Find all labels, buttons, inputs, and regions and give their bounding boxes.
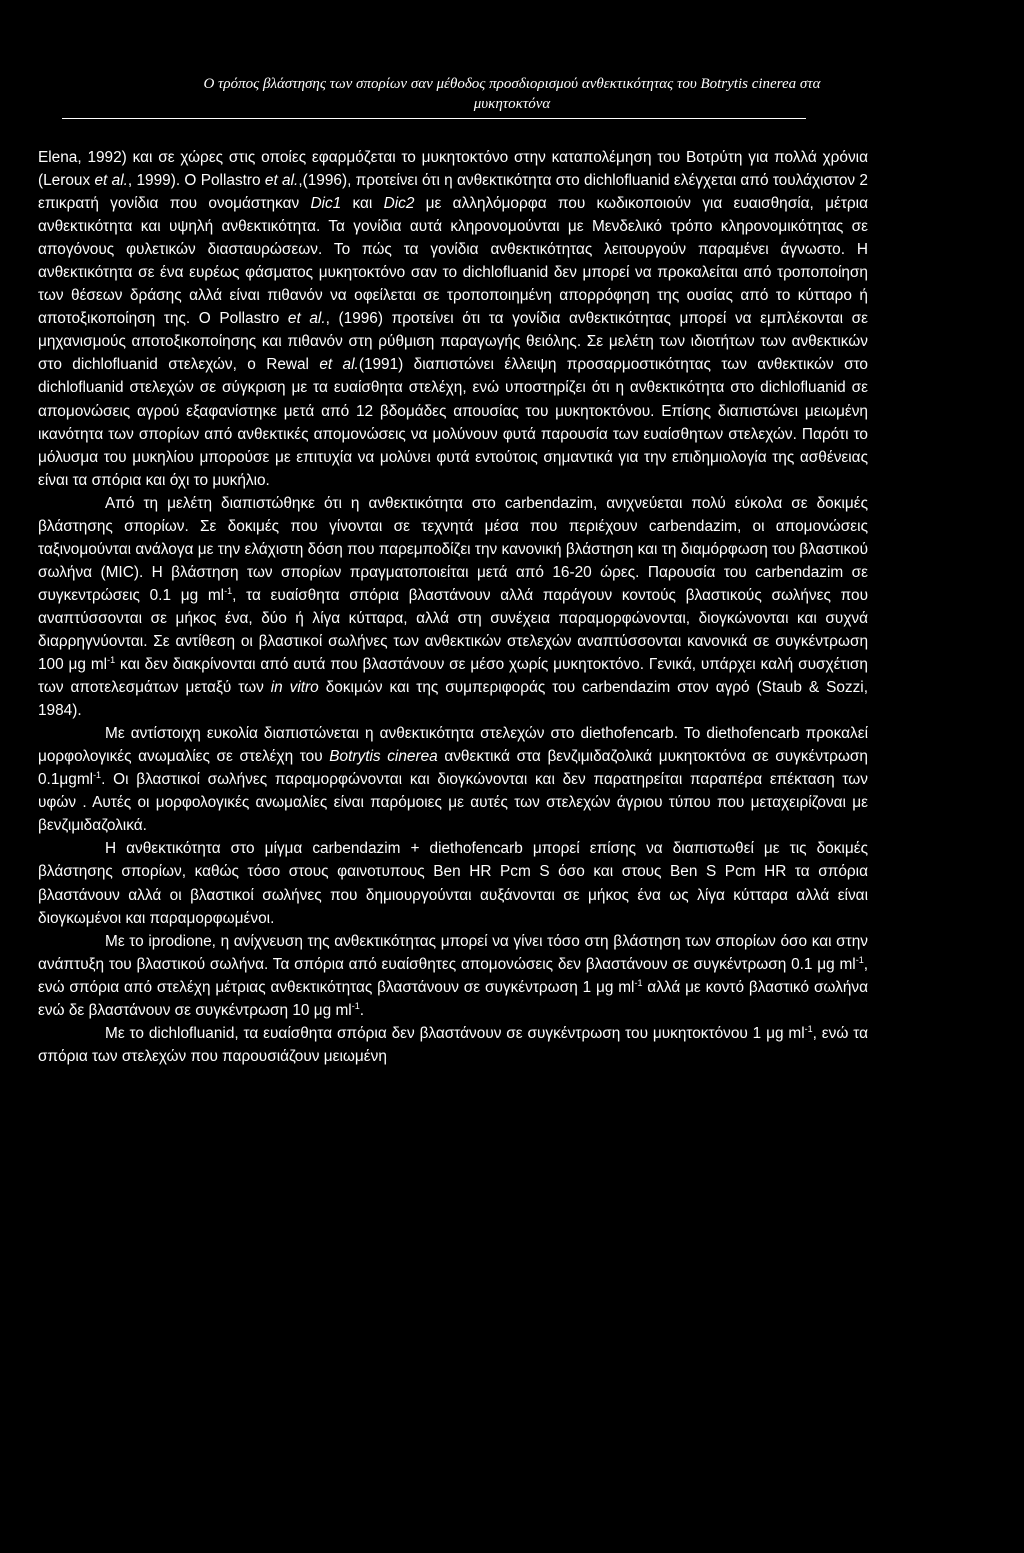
superscript: -1	[634, 977, 643, 988]
text-run: Η ανθεκτικότητα στο μίγμα carbendazim + diethofencarb μπορεί επίσης να διαπιστωθεί με τις δοκιμές βλάστησης σπορίων, καθώς τόσο στους φαινοτυπους Ben HR Pcm S όσο και στους Ben S Pcm HR τα σπόρια βλαστάνουν αλλά οι βλαστικοί σωλήνες που δημιουργούνται αυξάνονται σε μήκος ένα ως λίγα κύτταρα αλλά είναι διογκωμένοι και παραμορφωμένοι.	[38, 840, 868, 927]
running-title-line2: μυκητοκτόνα	[473, 96, 551, 112]
superscript: -1	[107, 655, 116, 666]
text-run: (1991) διαπιστώνει έλλειψη προσαρμοστικότητας των ανθεκτικών στο dichlofluanid στελεχών σε σύγκριση με τα ευαίσθητα στελέχη, ενώ υποστηρίζει ότι η ανθεκτικότητα στο dichlofluanid σε απομονώσεις αγρού εξαφανίστηκε μετά από 12 βδομάδες απουσίας του μυκητοκτόνου. Επίσης διαπιστώνει μειωμένη ικανότητα των σπορίων από ανθεκτικές απομονώσεις να μολύνουν φυτά παρουσία των ευαίσθητων στελεχών. Παρότι το μόλυσμα του μυκηλίου μπορούσε με επιτυχία να μολύνει φυτά εντούτοις σημαντικά για την επιδημιολογία της ασθένειας είναι τα σπόρια και όχι το μυκήλιο.	[38, 356, 868, 489]
text-run: Με το iprodione, η ανίχνευση της ανθεκτικότητας μπορεί να γίνει τόσο στη βλάστηση των σπορίων όσο και στην ανάπτυξη του βλαστικού σωλήνα. Τα σπόρια από ευαίσθητες απομονώσεις δεν βλαστάνουν σε συγκέντρωση 0.1 μg ml	[38, 932, 868, 973]
text-run: δοκιμών και της συμπεριφοράς του carbendazim στον αγρό (Staub & Sozzi, 1984).	[38, 679, 868, 720]
running-header	[38, 74, 986, 114]
running-title-line1: Ο τρόπος βλάστησης των σπορίων σαν μέθοδος προσδιορισμού ανθεκτικότητας του Botrytis cinerea στα	[203, 76, 821, 92]
paragraph-p1	[38, 146, 868, 492]
paragraph-p6	[38, 1022, 868, 1068]
text-run: Από τη μελέτη διαπιστώθηκε ότι η ανθεκτικότητα στο carbendazim, ανιχνεύεται πολύ εύκολα σε δοκιμές βλάστησης σπορίων. Σε δοκιμές που γίνονται σε τεχνητά μέσα που περιέχουν carbendazim, οι απομονώσεις ταξινομούνται ανάλογα με την ελάχιστη δόση που παρεμποδίζει την κανονική βλάστηση και τη διαμόρφωση του βλαστικού σωλήνα (MIC). Η βλάστηση των σπορίων πραγματοποιείται μετά από 16-20 ώρες. Παρουσία του carbendazim σε συγκεντρώσεις 0.1 μg ml	[38, 494, 868, 604]
superscript: -1	[351, 1000, 360, 1011]
body-text	[38, 146, 868, 1068]
header-rule	[62, 118, 806, 119]
superscript: -1	[224, 585, 233, 596]
italic-text: et al.	[287, 310, 326, 328]
italic-text: et al.	[264, 172, 299, 190]
text-run: αλλά με κοντό βλαστικό σωλήνα ενώ δε βλαστάνουν σε συγκέντρωση 10 μg ml	[38, 978, 869, 1019]
text-run: , ενώ τα σπόρια των στελεχών που παρουσιάζουν μειωμένη	[38, 1024, 868, 1065]
text-run: , τα ευαίσθητα σπόρια βλαστάνουν αλλά παράγουν κοντούς βλαστικούς σωλήνες που αναπτύσσονται σε μήκος ένα, δύο ή λίγα κύτταρα, αλλά στη συνέχεια παραμορφώνονται, διογκώνονται και συχνά διαρρηγνύονται. Σε αντίθεση οι βλαστικοί σωλήνες των ανθεκτικών στελεχών αναπτύσσονται κανονικά σε συγκέντρωση 100 μg ml	[38, 586, 868, 674]
text-run: ,(1996), προτείνει ότι η ανθεκτικότητα στο dichlofluanid ελέγχεται από τουλάχιστον 2 επικρατή γονίδια που ονομάστηκαν	[38, 172, 868, 213]
text-run: .	[359, 1001, 364, 1019]
superscript: -1	[93, 770, 102, 781]
text-run: Με αντίστοιχη ευκολία διαπιστώνεται η ανθεκτικότητα στελεχών στο diethofencarb. Το diethofencarb προκαλεί μορφολογικές ανωμαλίες σε στελέχη του	[38, 725, 868, 766]
italic-text: et al.	[319, 356, 359, 374]
text-run: ανθεκτικά στα βενζιμιδαζολικά μυκητοκτόνα σε συγκέντρωση 0.1μgml	[38, 748, 868, 789]
italic-text: Dic2	[383, 195, 415, 213]
italic-text: et al.	[94, 172, 128, 190]
text-run: , ενώ σπόρια από στελέχη μέτριας ανθεκτικότητας βλαστάνουν σε συγκέντρωση 1 μg ml	[38, 955, 868, 996]
paragraph-p3	[38, 722, 868, 837]
paragraph-p2	[38, 492, 868, 722]
text-run: , (1996) προτείνει ότι τα γονίδια ανθεκτικότητας μπορεί να εμπλέκονται σε μηχανισμούς αποτοξικοποίησης και πιθανόν στη ρύθμιση παραγωγής θειόλης. Σε μελέτη των ιδιοτήτων των ανθεκτικών στο dichlofluanid στελεχών, ο Rewal	[38, 310, 868, 374]
text-run: , 1999). Ο Pollastro	[127, 172, 265, 190]
text-run: με αλληλόμορφα που κωδικοποιούν για ευαισθησία, μέτρια ανθεκτικότητα και υψηλή ανθεκτικότητα. Τα γονίδια αυτά κληρονομούνται με Μενδελικό τρόπο κληρονομικότητας σε απογόνους φυλετικών διασταυρώσεων. Το πώς τα γονίδια ανθεκτικότητας λειτουργούν παραμένει άγνωστο. Η ανθεκτικότητα σε ένα ευρέως φάσματος μυκητοκτόνο σαν το dichlofluanid δεν μπορεί να προκαλείται από τροποποίηση των θέσεων δράσης αλλά είναι πιθανόν να οφείλεται σε τροποποιημένη απορρόφηση της ουσίας από το κύτταρο ή αποτοξικοποίηση της. Ο Pollastro	[38, 195, 868, 328]
superscript: -1	[855, 954, 864, 965]
text-run: και δεν διακρίνονται από αυτά που βλαστάνουν σε μέσο χωρίς μυκητοκτόνο. Γενικά, υπάρχει καλή συσχέτιση των αποτελεσμάτων μεταξύ των	[38, 656, 868, 697]
italic-text: in vitro	[270, 679, 319, 697]
text-run: Elena, 1992) και σε χώρες στις οποίες εφαρμόζεται το μυκητοκτόνο στην καταπολέμηση του Βοτρύτη για πολλά χρόνια (Leroux	[38, 149, 868, 190]
text-run: Με το dichlofluanid, τα ευαίσθητα σπόρια δεν βλαστάνουν σε συγκέντρωση του μυκητοκτόνου 1 μg ml	[105, 1024, 805, 1042]
text-run: . Οι βλαστικοί σωλήνες παραμορφώνονται και διογκώνονται και δεν παρατηρείται παραπέρα επέκταση των υφών . Αυτές οι μορφολογικές ανωμαλίες είναι παρόμοιες με αυτές των στελεχών άγριου τύπου που μεταχειρίζοναι με βενζιμιδαζολικά.	[38, 771, 868, 835]
paragraph-p5	[38, 930, 868, 1022]
italic-text: Dic1	[310, 195, 342, 213]
text-run: και	[341, 195, 384, 213]
italic-text: Botrytis cinerea	[329, 748, 438, 766]
paragraph-p4	[38, 837, 868, 929]
superscript: -1	[804, 1023, 813, 1034]
